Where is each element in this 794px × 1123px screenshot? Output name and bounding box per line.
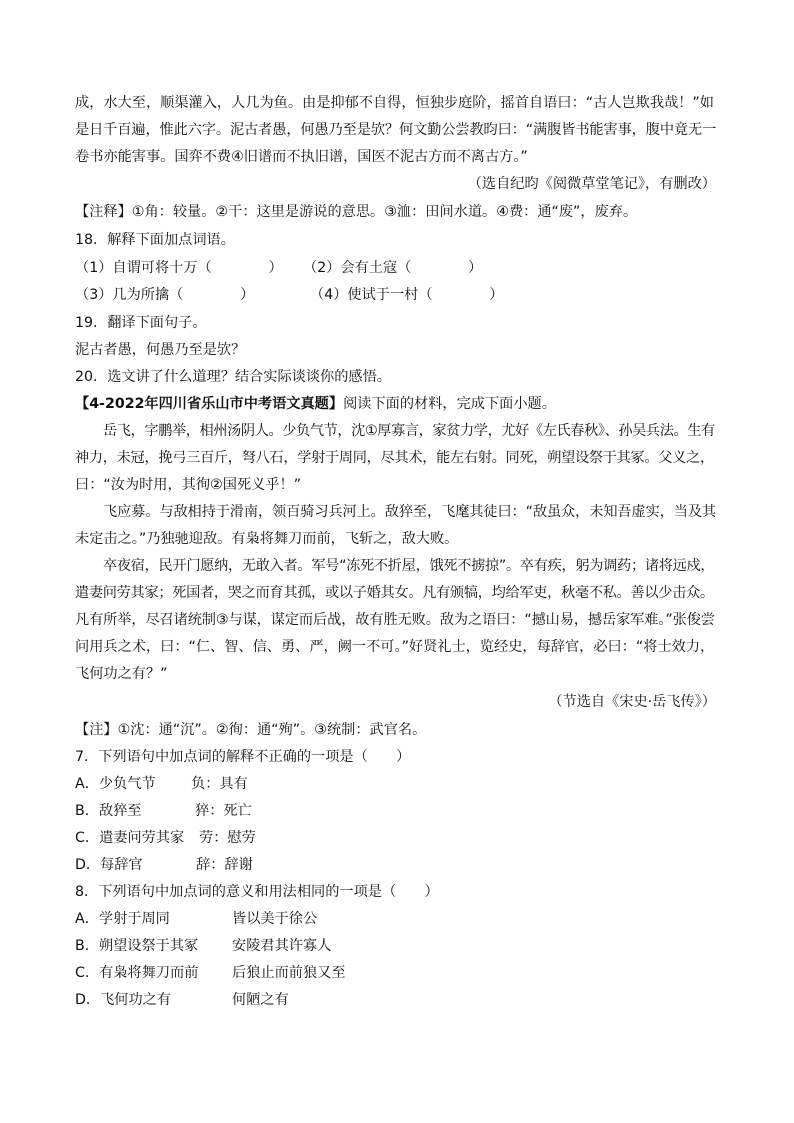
q20-title: 20．选文讲了什么道理？结合实际谈谈你的感悟。 — [75, 369, 391, 385]
passage1-line-1: 成，水大至，顺渠灌入，人几为鱼。由是抑郁不自得，恒独步庭阶，摇首自语曰：“古人岂欺我哉！”如 — [75, 95, 714, 111]
passage2-source: （节选自《宋史·岳飞传》） — [548, 694, 716, 710]
passage2-line-9: 问用兵之术，曰：“仁、智、信、勇、严，阙一不可。”好贤礼士，览经史，每辞官，必曰：“将士效力， — [75, 639, 715, 655]
passage2-line-5: 未定击之。”乃独驰迎敌。有枭将舞刀而前，飞斩之，敌大败。 — [75, 531, 459, 547]
q7-option-b-gloss: 猝：死亡 — [195, 803, 252, 819]
q7-title: 7．下列语句中加点词的解释不正确的一项是（ ） — [75, 749, 411, 765]
q8-option-d-compare: 何陋之有 — [232, 992, 289, 1008]
q8-option-a-compare: 皆以美于徐公 — [232, 911, 318, 927]
q18-title: 18．解释下面加点词语。 — [75, 232, 235, 248]
q7-option-c: C．遣妻问劳其家 — [75, 830, 185, 846]
passage2-line-4: 飞应募。与敌相持于滑南，领百骑习兵河上。敌猝至，飞麾其徒曰：“敌虽众，未知吾虚实，当及其 — [103, 504, 717, 520]
q8-option-c-compare: 后狼止而前狼又至 — [232, 965, 346, 981]
q7-option-c-gloss: 劳：慰劳 — [199, 830, 256, 846]
passage2-line-3: 曰：“汝为时用，其徇②国死义乎！” — [75, 477, 302, 493]
passage2-note: 【注】①沈：通“沉”。②徇：通“殉”。③统制：武官名。 — [75, 722, 427, 738]
q7-option-d: D．每辞官 — [75, 857, 143, 873]
passage2-line-2: 神力，未冠，挽弓三百斤，弩八石，学射于周同，尽其术，能左右射。同死，朔望设祭于其冢。父义之， — [75, 450, 714, 466]
q7-option-b: B．敌猝至 — [75, 803, 142, 819]
q8-title: 8．下列语句中加点词的意义和用法相同的一项是（ ） — [75, 884, 439, 900]
q8-option-c: C．有枭将舞刀而前 — [75, 965, 199, 981]
passage2-line-7: 遣妻问劳其家；死国者，哭之而育其孤，或以子婚其女。凡有颁犒，均给军吏，秋毫不私。善以少击众。 — [75, 585, 714, 601]
q7-option-d-gloss: 辞：辞谢 — [196, 857, 253, 873]
passage2-line-1: 岳飞，字鹏举，相州汤阴人。少负气节，沈①厚寡言，家贫力学，尤好《左氏春秋》、孙吴兵法。生有 — [103, 423, 715, 439]
q19-title: 19．翻译下面句子。 — [75, 315, 207, 331]
section2-header-source: 【4-2022年四川省乐山市中考语文真题】 — [75, 396, 344, 412]
q8-option-b: B．朔望设祭于其冢 — [75, 938, 199, 954]
q18-item-2: （2）会有土寇（ ） — [303, 260, 483, 276]
q18-item-4: （4）使试于一村（ ） — [310, 287, 504, 303]
section2-header — [75, 394, 556, 414]
q19-sentence: 泥古者愚，何愚乃至是欤？ — [75, 342, 246, 358]
passage2-line-6: 卒夜宿，民开门愿纳，无敢入者。军号“冻死不折屋，饿死不掳掠”。卒有疾，躬为调药；诸将远戍， — [103, 558, 715, 574]
q7-option-a-gloss: 负：具有 — [191, 776, 248, 792]
passage1-note: 【注释】①角：较量。②干：这里是游说的意思。③洫：田间水道。④费：通“废”，废弃。 — [75, 204, 638, 220]
section2-header-instruction: 阅读下面的材料，完成下面小题。 — [343, 396, 556, 412]
passage2-line-10: 飞何功之有？” — [75, 666, 168, 682]
q18-item-1: （1）自谓可将十万（ ） — [75, 260, 283, 276]
q8-option-a: A．学射于周同 — [75, 911, 170, 927]
passage1-line-3: 卷书亦能害事。国弈不费④旧谱而不执旧谱，国医不泥古方而不离古方。” — [75, 149, 528, 165]
passage2-line-8: 凡有所举，尽召诸统制③与谋，谋定而后战，故有胜无败。敌为之语曰：“撼山易，撼岳家军难。”张俊尝 — [75, 612, 715, 628]
q8-option-b-compare: 安陵君其许寡人 — [232, 938, 332, 954]
q8-option-d: D．飞何功之有 — [75, 992, 172, 1008]
passage1-line-2: 是日千百遍，惟此六字。泥古者愚，何愚乃至是欤？何文勤公尝教昀曰：“满腹皆书能害事，腹中竟无一 — [75, 122, 717, 138]
q18-item-3: （3）几为所擒（ ） — [75, 287, 255, 303]
q7-option-a: A．少负气节 — [75, 776, 156, 792]
passage1-source: （选自纪昀《阅微草堂笔记》，有删改） — [467, 176, 716, 192]
